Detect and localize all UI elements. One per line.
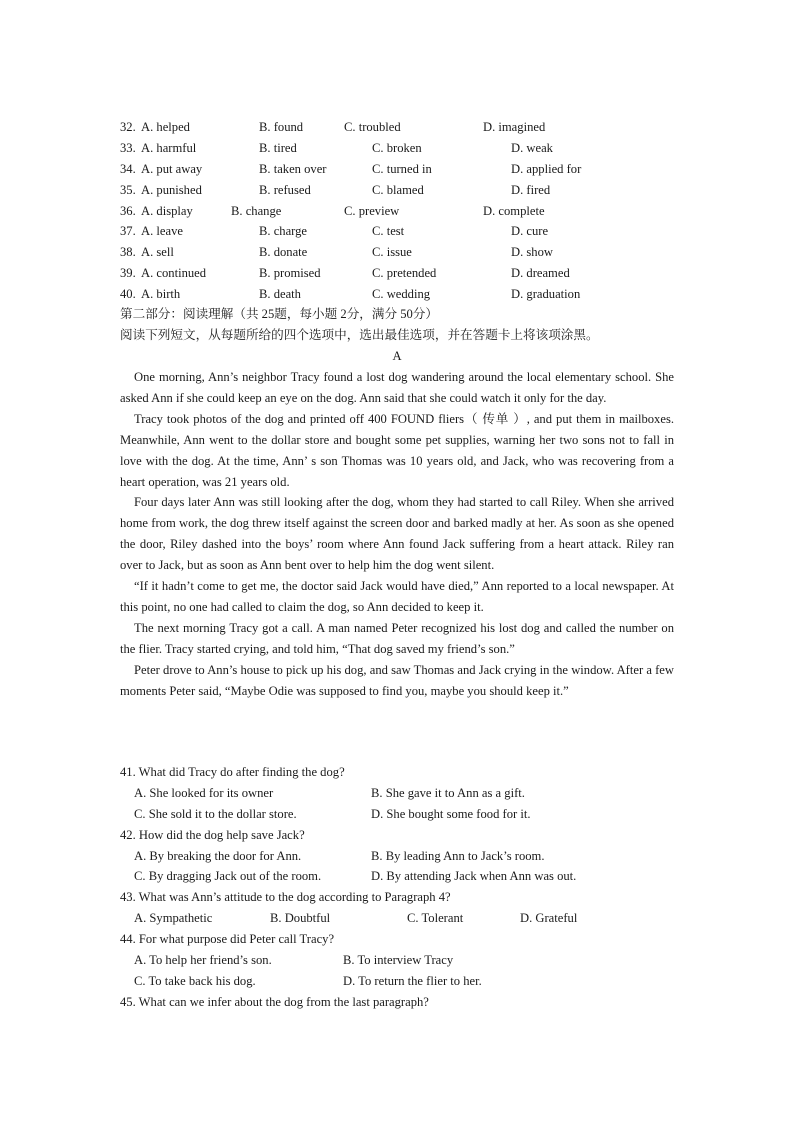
option-row — [120, 138, 680, 159]
option-a: A. sell — [141, 245, 174, 260]
option-b: B. refused — [259, 182, 311, 197]
option-d: D. dreamed — [511, 266, 570, 281]
option-c: C. test — [372, 224, 405, 239]
option-c: C. turned in — [372, 161, 432, 176]
question-stem: 42. How did the dog help save Jack? — [120, 827, 305, 842]
option-c: C. preview — [344, 203, 400, 218]
choice-c: C. Tolerant — [407, 911, 464, 926]
question-number: 35. — [120, 182, 136, 197]
option-b: B. donate — [259, 245, 308, 260]
option-d: D. fired — [511, 182, 551, 197]
question-number: 37. — [120, 224, 136, 239]
choice-a: A. She looked for its owner — [134, 785, 274, 800]
option-c: C. broken — [372, 140, 422, 155]
option-c: C. wedding — [372, 287, 431, 302]
option-d: D. weak — [511, 140, 553, 155]
question-number: 40. — [120, 287, 136, 302]
question-stem: 44. For what purpose did Peter call Tracy? — [120, 932, 335, 947]
option-b: B. charge — [259, 224, 308, 239]
question-options-row — [120, 783, 680, 804]
option-a: A. birth — [141, 287, 181, 302]
option-b: B. taken over — [259, 161, 327, 176]
option-d: D. cure — [511, 224, 549, 239]
option-row — [120, 117, 680, 138]
option-c: C. blamed — [372, 182, 424, 197]
passage-paragraph: The next morning Tracy got a call. A man named Peter recognized his lost dog and called the number on the flier. Tracy started crying, and told him, “That dog saved my friend’s son.” — [120, 620, 674, 656]
option-b: B. tired — [259, 140, 297, 155]
question-stem: 43. What was Ann’s attitude to the dog according to Paragraph 4? — [120, 890, 451, 905]
passage-paragraph: “If it hadn’t come to get me, the doctor said Jack would have died,” Ann reported to a local newspaper. At this point, no one had called to claim the dog, so Ann decided to keep it. — [120, 579, 674, 614]
choice-a: A. To help her friend’s son. — [134, 953, 272, 968]
question-options-row — [120, 908, 680, 929]
passage-paragraph: One morning, Ann’s neighbor Tracy found a lost dog wandering around the local elementary school. She asked Ann if she could keep an eye on the dog. Ann said that she could watch it only for the day. — [120, 370, 674, 405]
choice-b: B. By leading Ann to Jack’s room. — [371, 848, 545, 863]
question-options-row — [120, 866, 680, 887]
question-options-row — [120, 971, 680, 992]
passage-paragraph: Peter drove to Ann’s house to pick up his dog, and saw Thomas and Jack crying in the window. After a few moments Peter said, “Maybe Odie was supposed to find you, maybe you should keep it.” — [120, 662, 674, 698]
option-row — [120, 180, 680, 201]
question-stem: 45. What can we infer about the dog from the last paragraph? — [120, 994, 429, 1009]
option-a: A. put away — [141, 161, 203, 176]
question-options-row — [120, 804, 680, 825]
choice-d: D. Grateful — [520, 911, 578, 926]
option-d: D. applied for — [511, 161, 582, 176]
question-options-row — [120, 950, 680, 971]
option-a: A. helped — [141, 120, 190, 134]
cloze-options-table — [120, 117, 680, 305]
option-a: A. display — [141, 203, 193, 218]
choice-b: B. She gave it to Ann as a gift. — [371, 785, 525, 800]
section-heading: 第二部分：阅读理解（共 25题，每小题 2分，满分 50分） — [120, 307, 438, 321]
option-d: D. graduation — [511, 287, 581, 302]
question-number: 34. — [120, 161, 136, 176]
option-a: A. continued — [141, 266, 207, 281]
option-d: D. show — [511, 245, 553, 260]
choice-c: C. By dragging Jack out of the room. — [134, 869, 322, 884]
choice-a: A. Sympathetic — [134, 911, 213, 926]
option-b: B. death — [259, 287, 301, 302]
option-b: B. promised — [259, 266, 321, 281]
option-b: B. found — [259, 120, 304, 134]
choice-d: D. By attending Jack when Ann was out. — [371, 869, 577, 884]
option-a: A. harmful — [141, 140, 197, 155]
option-row — [120, 221, 680, 242]
choice-a: A. By breaking the door for Ann. — [134, 848, 302, 863]
option-d: D. complete — [483, 203, 545, 218]
choice-c: C. To take back his dog. — [134, 973, 256, 988]
option-row — [120, 201, 680, 222]
choice-c: C. She sold it to the dollar store. — [134, 806, 297, 821]
option-row — [120, 284, 680, 305]
option-row — [120, 263, 680, 284]
choice-d: D. To return the flier to her. — [343, 973, 482, 988]
choice-b: B. To interview Tracy — [343, 953, 454, 968]
choice-d: D. She bought some food for it. — [371, 806, 531, 821]
option-row — [120, 159, 680, 180]
question-stem: 41. What did Tracy do after finding the dog? — [120, 765, 345, 779]
choice-b: B. Doubtful — [270, 911, 331, 926]
passage-paragraph: Four days later Ann was still looking after the dog, whom they had started to call Riley. When she arrived home from work, the dog threw itself against the screen door and barked madly at her. As soon as she opened the door, Riley dashed into the boys’ room where Ann found Jack suffering from a heart attack. Riley ran over to Jack, but as soon as Ann bent over to help him the dog went silent. — [120, 495, 674, 573]
question-number: 36. — [120, 203, 136, 218]
option-c: C. pretended — [372, 266, 437, 281]
passage-title: A — [392, 349, 402, 363]
question-block — [120, 762, 680, 1013]
option-c: C. troubled — [344, 120, 401, 134]
option-d: D. imagined — [483, 120, 546, 134]
question-number: 39. — [120, 266, 136, 281]
option-c: C. issue — [372, 245, 412, 260]
question-number: 38. — [120, 245, 136, 260]
option-b: B. change — [231, 203, 282, 218]
reading-instructions: 阅读下列短文，从每题所给的四个选项中，选出最佳选项，并在答题卡上将该项涂黑。 — [120, 328, 599, 342]
reading-passage — [120, 367, 674, 702]
option-a: A. leave — [141, 224, 183, 239]
passage-paragraph: Tracy took photos of the dog and printed off 400 FOUND fliers（ 传单 ）, and put them in mailboxes. Meanwhile, Ann went to the dollar store and bought some pet supplies, warning her two sons not to fall in love with the dog. At the time, Ann’ s son Thomas was 10 years old, and Jack, who was recovering from a heart operation, was 21 years old. — [120, 411, 674, 489]
question-number: 32. — [120, 120, 136, 134]
question-options-row — [120, 846, 680, 867]
option-a: A. punished — [141, 182, 202, 197]
question-number: 33. — [120, 140, 136, 155]
option-row — [120, 242, 680, 263]
